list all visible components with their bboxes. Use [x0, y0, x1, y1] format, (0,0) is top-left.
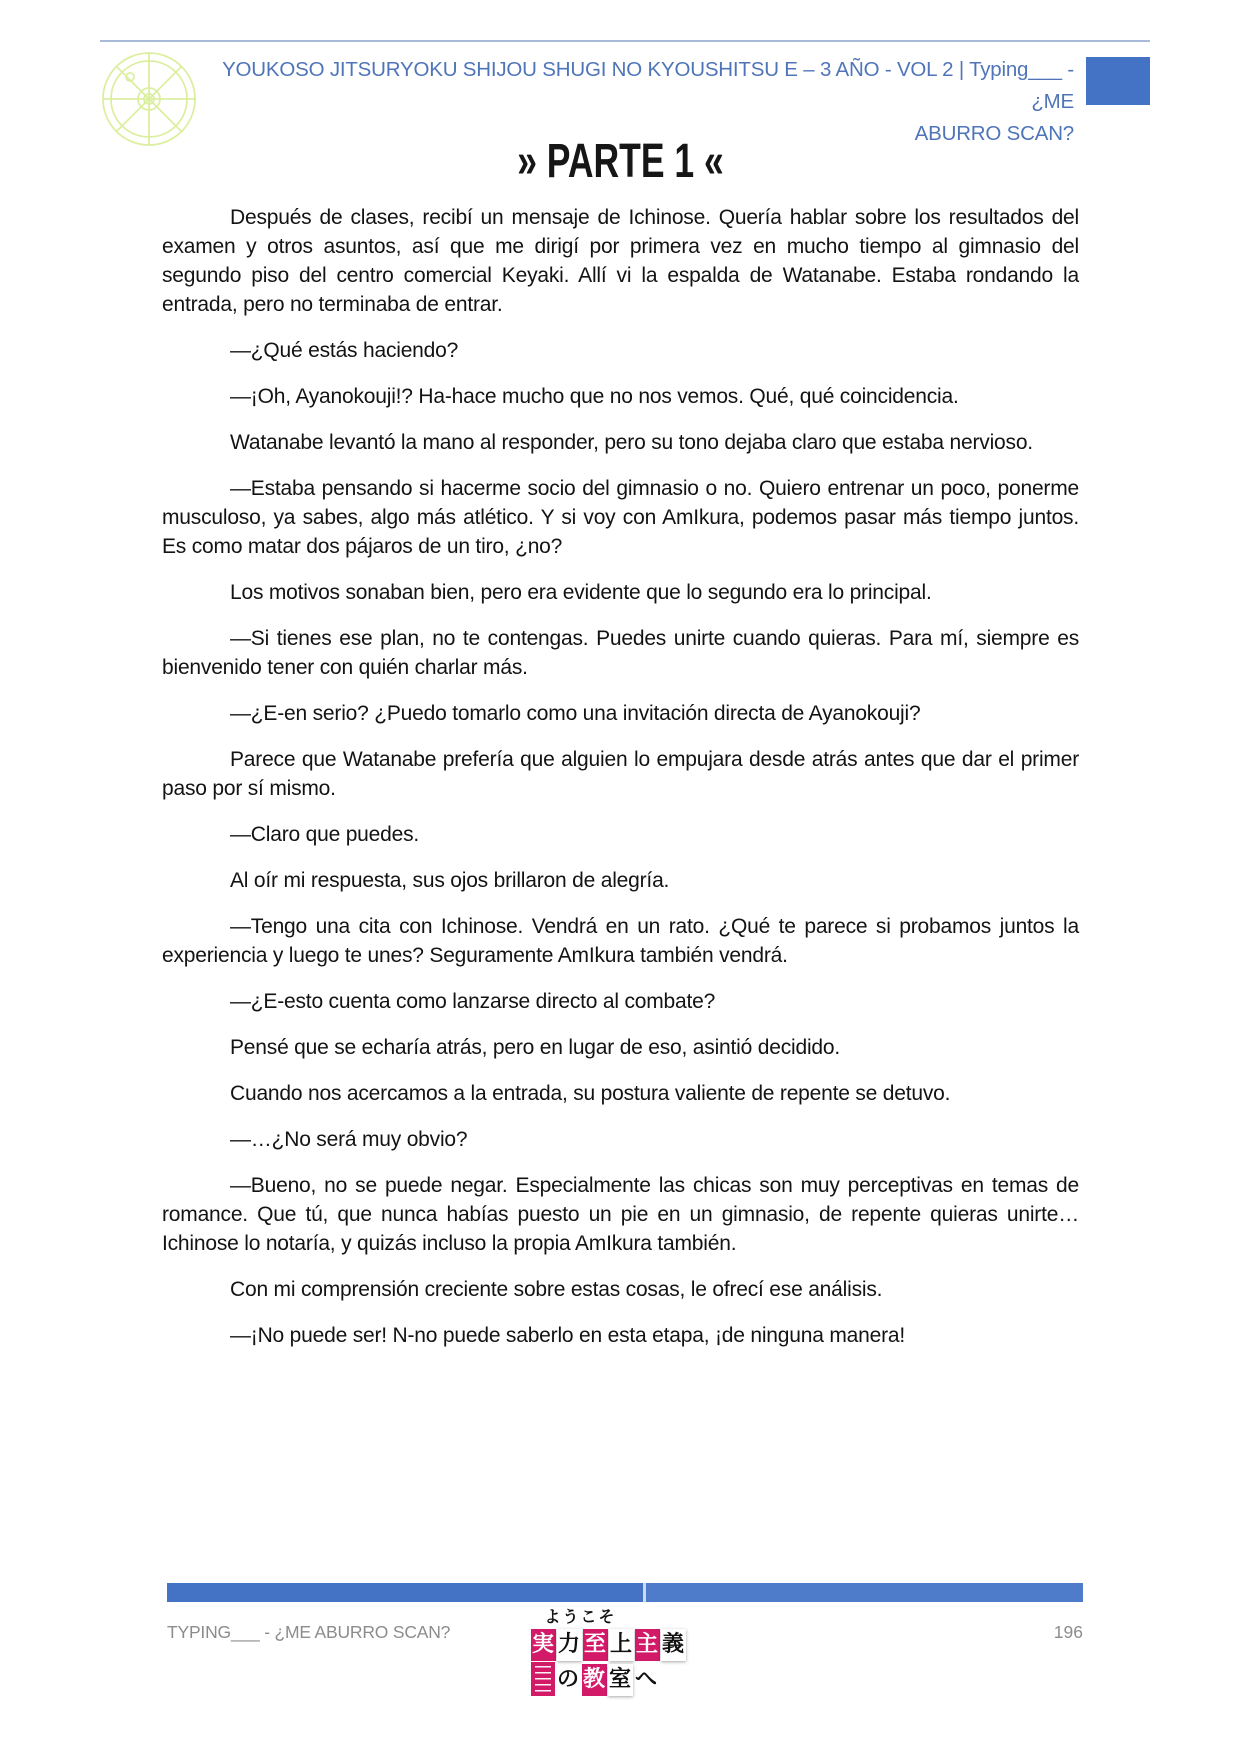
paragraph: —¡Oh, Ayanokouji!? Ha-hace mucho que no nos vemos. Qué, qué coincidencia. — [230, 385, 959, 408]
logo-kanji-block: 至 — [583, 1629, 608, 1661]
page-number: 196 — [1053, 1622, 1083, 1642]
page-header — [100, 40, 1150, 149]
paragraph: Parece que Watanabe prefería que alguien lo empujara desde atrás antes que dar el primer paso por sí mismo. — [162, 748, 1079, 800]
logo-youkoso-text: ようこそ — [544, 1607, 617, 1626]
header-accent-block — [1086, 57, 1150, 105]
paragraph: —Tengo una cita con Ichinose. Vendrá en un rato. ¿Qué te parece si probamos juntos la experiencia y luego te unes? Seguramente AmIkura también vendrá. — [162, 915, 1079, 967]
paragraph: Los motivos sonaban bien, pero era evidente que lo segundo era lo principal. — [230, 581, 932, 604]
paragraph: —Si tienes ese plan, no te contengas. Puedes unirte cuando quieras. Para mí, siempre es bienvenido tener con quién charlar más. — [162, 627, 1079, 679]
paragraph: Con mi comprensión creciente sobre estas cosas, le ofrecí ese análisis. — [230, 1278, 883, 1301]
chapter-title: » PARTE 1 « — [517, 135, 724, 188]
logo-kanji-block: 義 — [661, 1629, 686, 1661]
logo-kanji-block: 力 — [557, 1629, 582, 1661]
footer-bar-segment-left — [167, 1583, 643, 1602]
paragraph: Al oír mi respuesta, sus ojos brillaron de alegría. — [230, 869, 670, 892]
logo-kanji-block: へ — [634, 1667, 657, 1692]
paragraph: —¿Qué estás haciendo? — [230, 339, 459, 362]
paragraph: Watanabe levantó la mano al responder, pero su tono dejaba claro que estaba nervioso. — [230, 431, 1033, 454]
paragraph: —Estaba pensando si hacerme socio del gimnasio o no. Quiero entrenar un poco, ponerme musculoso, ya sabes, algo más atlético. Y si voy con AmIkura, podemos pasar más tiempo juntos. Es como matar dos pájaros de un tiro, ¿no? — [162, 477, 1079, 558]
paragraph: Cuando nos acercamos a la entrada, su postura valiente de repente se detuvo. — [230, 1082, 951, 1105]
classroom-of-the-elite-logo — [531, 1604, 711, 1696]
logo-kanji-block: 教 — [582, 1664, 607, 1696]
logo-kanji-block: 室 — [608, 1664, 633, 1696]
footer-scan-credit: TYPING___ - ¿ME ABURRO SCAN? — [167, 1622, 451, 1642]
paragraph: —¿E-en serio? ¿Puedo tomarlo como una invitación directa de Ayanokouji? — [230, 702, 921, 725]
header-title-line2: ABURRO SCAN? — [914, 121, 1074, 145]
paragraph: Después de clases, recibí un mensaje de Ichinose. Quería hablar sobre los resultados del examen y otros asuntos, así que me dirigí por primera vez en mucho tiempo al gimnasio del segundo piso del centro comercial Keyaki. Allí vi la espalda de Watanabe. Estaba rondando la entrada, pero no terminaba de entrar. — [162, 206, 1079, 316]
logo-kanji-block — [531, 1662, 555, 1696]
paragraph: —…¿No será muy obvio? — [230, 1128, 468, 1151]
logo-kanji-block: 上 — [609, 1629, 634, 1661]
logo-row-1 — [531, 1629, 711, 1661]
logo-row-2 — [531, 1662, 711, 1696]
logo-kanji-block: 実 — [531, 1629, 556, 1661]
paragraph: —Bueno, no se puede negar. Especialmente las chicas son muy perceptivas en temas de romance. Que tú, que nunca habías puesto un pie en un gimnasio, de repente quieras unirte… Ichinose lo notaría, y quizás incluso la propia AmIkura también. — [162, 1174, 1079, 1255]
paragraph: —¡No puede ser! N-no puede saberlo en esta etapa, ¡de ninguna manera! — [230, 1324, 905, 1347]
footer-bar-segment-right — [646, 1583, 1083, 1602]
logo-kanji-block: の — [556, 1667, 579, 1692]
paragraph: —Claro que puedes. — [230, 823, 420, 846]
paragraph: —¿E-esto cuenta como lanzarse directo al combate? — [230, 990, 716, 1013]
header-title-line1: YOUKOSO JITSURYOKU SHIJOU SHUGI NO KYOUSHITSU E – 3 AÑO - VOL 2 | Typing___ - ¿ME — [222, 58, 1074, 113]
logo-kanji-block: 主 — [635, 1629, 660, 1661]
footer-divider-bar — [167, 1583, 1083, 1602]
body-text — [162, 203, 1079, 1367]
paragraph: Pensé que se echaría atrás, pero en lugar de eso, asintió decidido. — [230, 1036, 841, 1059]
